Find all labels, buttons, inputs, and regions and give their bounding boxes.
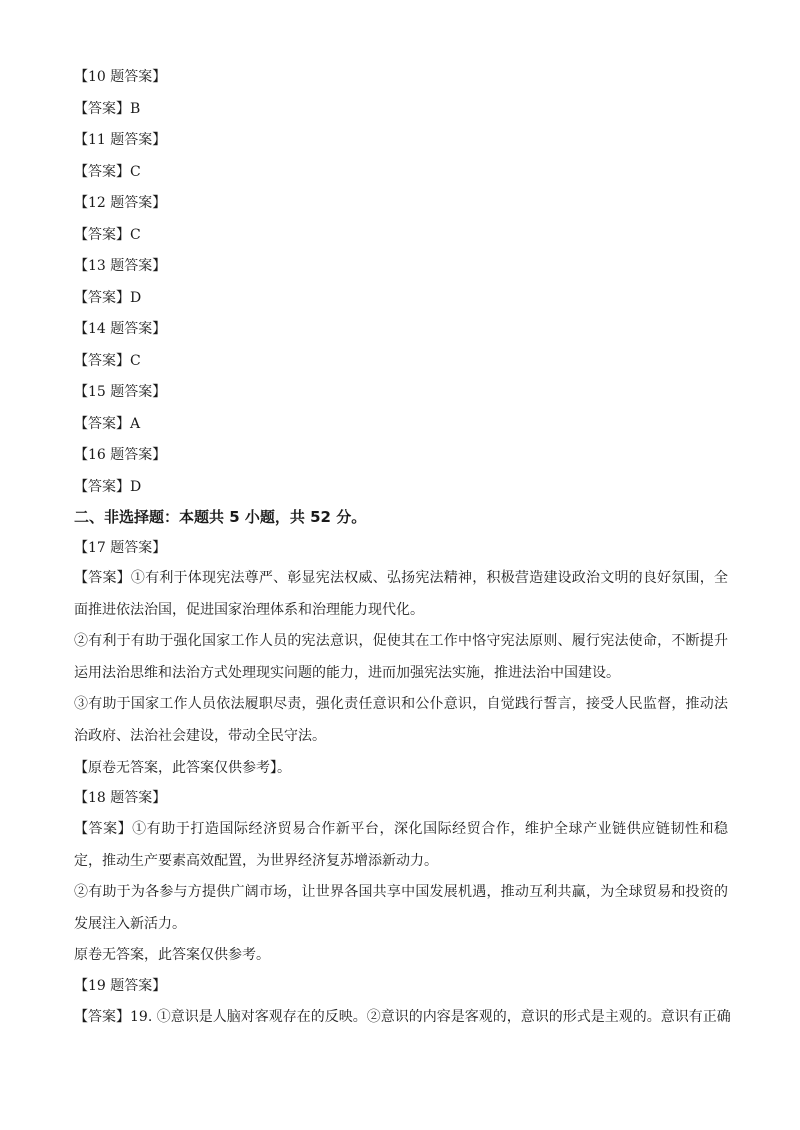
q11-answer: 【答案】C <box>74 164 141 180</box>
q17-paragraph-2: ②有利于有助于强化国家工作人员的宪法意识，促使其在工作中恪守宪法原则、履行宪法使命，不断提升运用法治思维和法治方式处理现实问题的能力，进而加强宪法实施，推进法治中国建设。 <box>74 633 728 681</box>
q10-answer: 【答案】B <box>74 101 141 117</box>
q16-answer: 【答案】D <box>74 479 142 495</box>
q18-paragraph-1: 【答案】①有助于打造国际经济贸易合作新平台，深化国际经贸合作，维护全球产业链供应链韧性和稳定，推动生产要素高效配置，为世界经济复苏增添新动力。 <box>74 821 728 869</box>
q14-label: 【14 题答案】 <box>74 321 167 337</box>
q19-paragraph-1: 【答案】19. ①意识是人脑对客观存在的反映。②意识的内容是客观的，意识的形式是主观的。意识有正确 <box>74 1009 731 1025</box>
q10-label: 【10 题答案】 <box>74 69 167 85</box>
section-heading: 二、非选择题：本题共 5 小题，共 52 分。 <box>74 508 367 526</box>
q19-label: 【19 题答案】 <box>74 978 167 994</box>
q15-label: 【15 题答案】 <box>74 384 167 400</box>
q18-note: 原卷无答案，此答案仅供参考。 <box>74 947 270 963</box>
q14-answer: 【答案】C <box>74 353 141 369</box>
q18-paragraph-2: ②有助于为各参与方提供广阔市场，让世界各国共享中国发展机遇，推动互利共赢，为全球贸易和投资的发展注入新活力。 <box>74 884 728 932</box>
q17-note: 【原卷无答案，此答案仅供参考】。 <box>74 760 291 776</box>
q17-label: 【17 题答案】 <box>74 540 167 556</box>
q17-paragraph-1: 【答案】①有利于体现宪法尊严、彰显宪法权威、弘扬宪法精神，积极营造建设政治文明的良好氛围，全面推进依法治国，促进国家治理体系和治理能力现代化。 <box>74 570 728 618</box>
q18-label: 【18 题答案】 <box>74 790 167 806</box>
q13-answer: 【答案】D <box>74 290 142 306</box>
q11-label: 【11 题答案】 <box>74 132 167 148</box>
q12-answer: 【答案】C <box>74 227 141 243</box>
q17-paragraph-3: ③有助于国家工作人员依法履职尽责，强化责任意识和公仆意识，自觉践行誓言，接受人民监督，推动法治政府、法治社会建设，带动全民守法。 <box>74 696 728 744</box>
q16-label: 【16 题答案】 <box>74 447 167 463</box>
q15-answer: 【答案】A <box>74 416 141 432</box>
q13-label: 【13 题答案】 <box>74 258 167 274</box>
q12-label: 【12 题答案】 <box>74 195 167 211</box>
